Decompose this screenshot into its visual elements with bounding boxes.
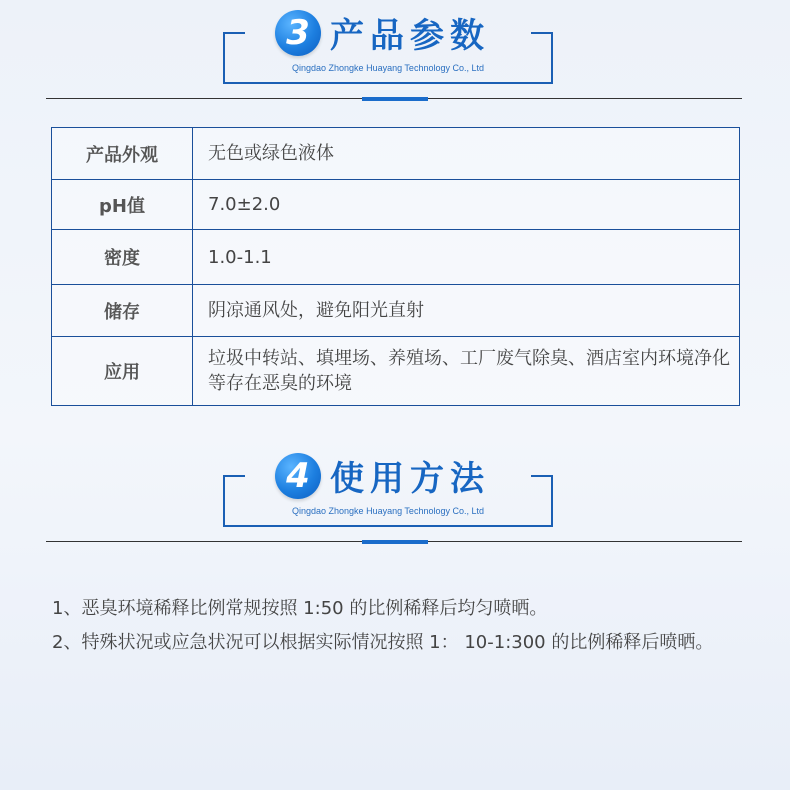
table-row: [52, 230, 740, 285]
param-value: 7.0±2.0: [193, 180, 740, 230]
param-value: 1.0-1.1: [193, 230, 740, 285]
company-subtitle: Qingdao Zhongke Huayang Technology Co., Ltd: [292, 63, 484, 73]
table-row: [52, 128, 740, 180]
param-value: 阴凉通风处，避免阳光直射: [193, 285, 740, 337]
param-value: 无色或绿色液体: [193, 128, 740, 180]
product-parameters-table: [51, 127, 740, 406]
table-row: [52, 180, 740, 230]
param-key: 应用: [52, 337, 193, 406]
usage-step: 2、特殊状况或应急状况可以根据实际情况按照 1： 10-1:300 的比例稀释后喷晒。: [52, 632, 714, 653]
param-key: 密度: [52, 230, 193, 285]
section-title: 产品参数: [330, 16, 490, 56]
section-number-badge: 4: [275, 453, 321, 499]
section-header-params: [0, 0, 790, 110]
company-subtitle: Qingdao Zhongke Huayang Technology Co., Ltd: [292, 506, 484, 516]
divider-accent: [362, 540, 428, 544]
table-row: [52, 337, 740, 406]
param-key: 储存: [52, 285, 193, 337]
param-value: 垃圾中转站、填埋场、养殖场、工厂废气除臭、酒店室内环境净化等存在恶臭的环境: [193, 337, 740, 406]
section-number-badge: 3: [275, 10, 321, 56]
param-key: pH值: [52, 180, 193, 230]
table-row: [52, 285, 740, 337]
usage-step: 1、恶臭环境稀释比例常规按照 1:50 的比例稀释后均匀喷晒。: [52, 598, 548, 619]
usage-instructions: [52, 592, 742, 660]
section-title: 使用方法: [330, 459, 490, 499]
divider-accent: [362, 97, 428, 101]
section-header-usage: [0, 443, 790, 553]
param-key: 产品外观: [52, 128, 193, 180]
